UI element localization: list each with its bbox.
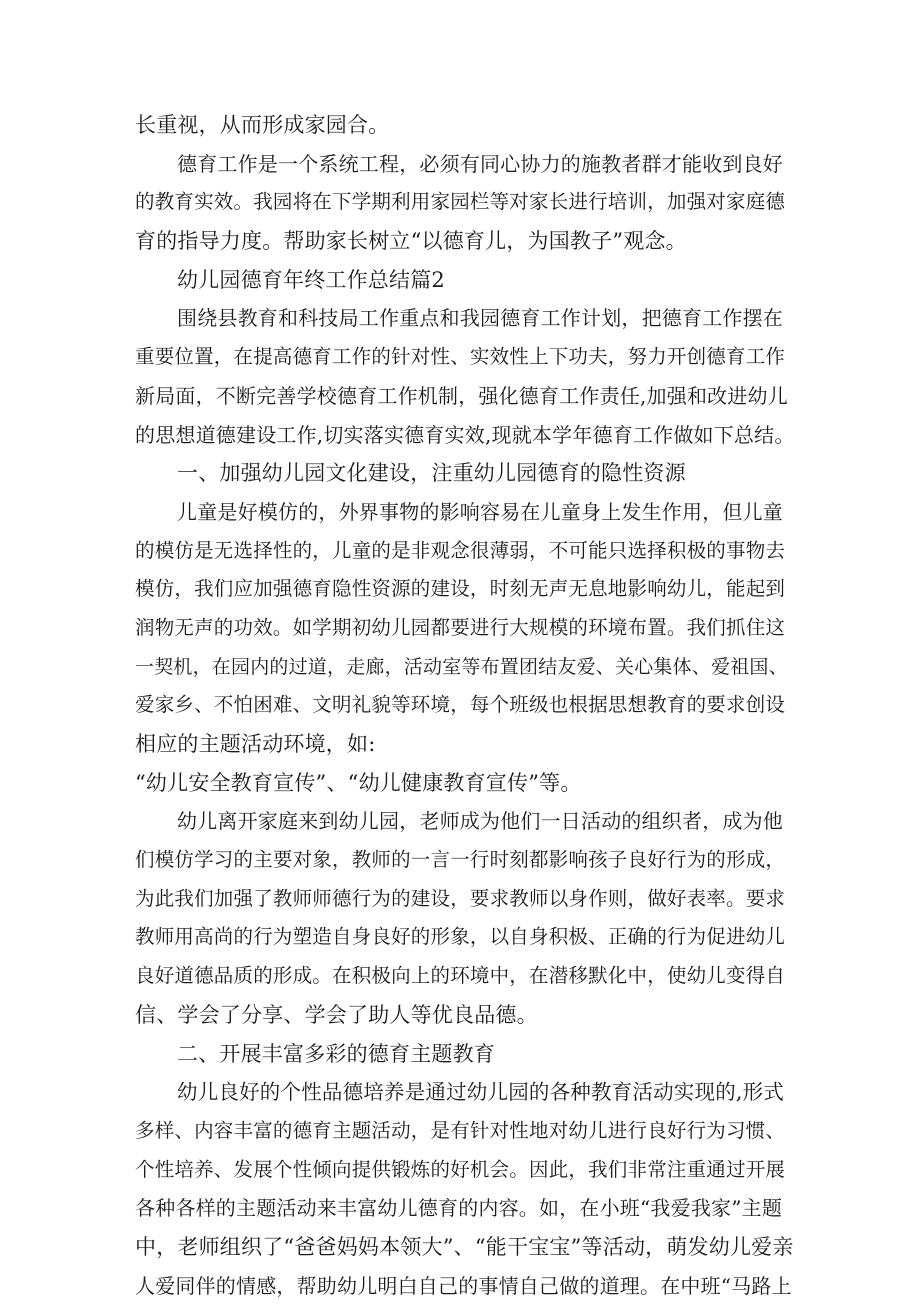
text-line: 新局面，不断完善学校德育工作机制，强化德育工作责任,加强和改进幼儿 bbox=[135, 383, 788, 408]
text-line: 人爱同伴的情感，帮助幼儿明白自己的事情自己做的道理。在中班“马路上 bbox=[135, 1273, 792, 1298]
text-line: 教师用高尚的行为塑造自身良好的形象，以自身积极、正确的行为促进幼儿 bbox=[135, 925, 786, 949]
text-line: 信、学会了分享、学会了助人等优良品德。 bbox=[135, 1002, 538, 1027]
text-line: 德育工作是一个系统工程，必须有同心协力的施教者群才能收到良好 bbox=[177, 151, 783, 176]
text-line: 中，老师组织了“爸爸妈妈本领大”、“能干宝宝”等活动，萌发幼儿爱亲 bbox=[135, 1234, 794, 1259]
text-line: 育的指导力度。帮助家长树立“以德育儿，为国教子”观念。 bbox=[135, 229, 687, 254]
text-line: 多样、内容丰富的德育主题活动，是有针对性地对幼儿进行良好行为习惯、 bbox=[135, 1118, 786, 1142]
text-line: 的教育实效。我园将在下学期利用家园栏等对家长进行培训，加强对家庭德 bbox=[135, 190, 786, 214]
text-line: 重要位置，在提高德育工作的针对性、实效性上下功夫，努力开创德育工作 bbox=[135, 345, 786, 369]
text-line: 幼儿离开家庭来到幼儿园，老师成为他们一日活动的组织者，成为他 bbox=[177, 809, 783, 834]
text-line: 一、加强幼儿园文化建设，注重幼儿园德育的隐性资源 bbox=[177, 461, 686, 486]
text-line: 的模仿是无选择性的，儿童的是非观念很薄弱，不可能只选择积极的事物去 bbox=[135, 538, 786, 562]
text-line: 围绕县教育和科技局工作重点和我园德育工作计划，把德育工作摆在 bbox=[177, 306, 783, 331]
text-line: 模仿，我们应加强德育隐性资源的建设，时刻无声无息地影响幼儿，能起到 bbox=[135, 577, 786, 601]
document-page bbox=[135, 106, 795, 1305]
text-line: 个性培养、发展个性倾向提供锻炼的好机会。因此，我们非常注重通过开展 bbox=[135, 1157, 786, 1181]
text-line: 二、开展丰富多彩的德育主题教育 bbox=[177, 1041, 495, 1066]
text-line: 幼儿园德育年终工作总结篇2 bbox=[177, 267, 445, 292]
text-line: 长重视，从而形成家园合。 bbox=[135, 113, 390, 137]
text-line: 一契机，在园内的过道，走廊，活动室等布置团结友爱、关心集体、爱祖国、 bbox=[135, 655, 788, 678]
text-line: 幼儿良好的个性品德培养是通过幼儿园的各种教育活动实现的,形式 bbox=[177, 1080, 785, 1105]
text-line: 润物无声的功效。如学期初幼儿园都要进行大规模的环境布置。我们抓住这 bbox=[135, 615, 786, 639]
text-line: 为此我们加强了教师师德行为的建设，要求教师以身作则，做好表率。要求 bbox=[135, 886, 786, 910]
text-line: 各种各样的主题活动来丰富幼儿德育的内容。如，在小班“我爱我家”主题 bbox=[135, 1196, 783, 1221]
text-line: 相应的主题活动环境，如: bbox=[135, 732, 376, 756]
text-line: 儿童是好模仿的，外界事物的影响容易在儿童身上发生作用，但儿童 bbox=[177, 499, 783, 524]
text-line: 爱家乡、不怕困难、文明礼貌等环境，每个班级也根据思想教育的要求创设 bbox=[135, 693, 786, 717]
text-line: 的思想道德建设工作,切实落实德育实效,现就本学年德育工作做如下总结。 bbox=[135, 422, 795, 447]
text-line: 良好道德品质的形成。在积极向上的环境中，在潜移默化中，使幼儿变得自 bbox=[135, 964, 786, 988]
text-line: 们模仿学习的主要对象，教师的一言一行时刻都影响孩子良好行为的形成， bbox=[135, 848, 786, 872]
text-line: “幼儿安全教育宣传”、“幼儿健康教育宣传”等。 bbox=[135, 770, 582, 795]
